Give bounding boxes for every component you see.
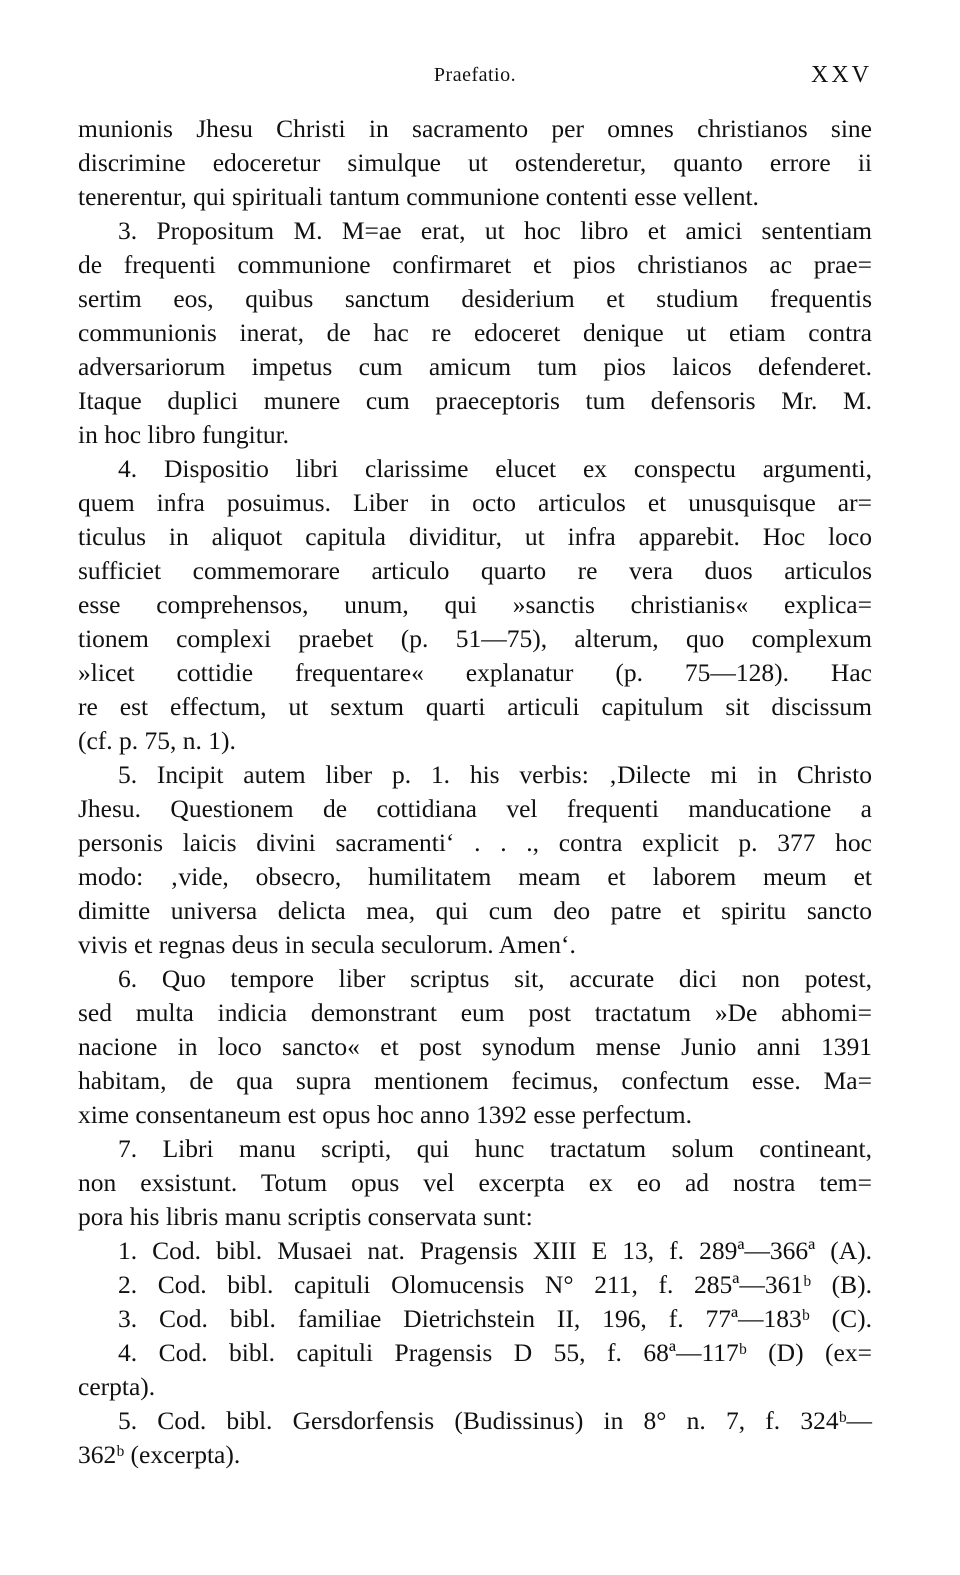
text-line: personis laicis divini sacramenti‘ . . ., contra explicit p. 377 hoc <box>78 828 872 857</box>
text-line: 7. Libri manu scripti, qui hunc tractatum solum contineant, <box>118 1134 872 1163</box>
text-line: communionis inerat, de hac re edoceret denique ut etiam contra <box>78 318 872 347</box>
text-line: dimitte universa delicta mea, qui cum deo patre et spiritu sancto <box>78 896 872 925</box>
text-line: 4. Cod. bibl. capituli Pragensis D 55, f. 68ª—117ᵇ (D) (ex= <box>118 1338 872 1367</box>
text-line: 5. Cod. bibl. Gersdorfensis (Budissinus) in 8° n. 7, f. 324ᵇ— <box>118 1406 872 1435</box>
text-line: Jhesu. Questionem de cottidiana vel frequenti manducatione a <box>78 794 872 823</box>
running-title: Praefatio. <box>433 64 517 86</box>
text-line: in hoc libro fungitur. <box>78 420 290 449</box>
page-number: XXV <box>811 62 872 88</box>
text-line: munionis Jhesu Christi in sacramento per omnes christianos sine <box>78 114 872 143</box>
text-line: 6. Quo tempore liber scriptus sit, accurate dici non potest, <box>118 964 872 993</box>
text-line: de frequenti communione confirmaret et pios christianos ac prae= <box>78 250 872 279</box>
text-line: 4. Dispositio libri clarissime elucet ex conspectu argumenti, <box>118 454 872 483</box>
text-line: sertim eos, quibus sanctum desiderium et studium frequentis <box>78 284 872 313</box>
text-line: 1. Cod. bibl. Musaei nat. Pragensis XIII E 13, f. 289ª—366ª (A). <box>118 1236 872 1265</box>
text-line: cerpta). <box>78 1372 156 1401</box>
text-line: 2. Cod. bibl. capituli Olomucensis N° 211, f. 285ª—361ᵇ (B). <box>118 1270 872 1299</box>
text-line: re est effectum, ut sextum quarti articuli capitulum sit discissum <box>78 692 872 721</box>
text-line: 3. Propositum M. M=ae erat, ut hoc libro et amici sententiam <box>118 216 872 245</box>
text-line: quem infra posuimus. Liber in octo articulos et unusquisque ar= <box>78 488 872 517</box>
text-line: Itaque duplici munere cum praeceptoris tum defensoris Mr. M. <box>78 386 872 415</box>
text-line: (cf. p. 75, n. 1). <box>78 726 236 755</box>
text-line: xime consentaneum est opus hoc anno 1392 esse perfectum. <box>78 1100 692 1129</box>
text-line: esse comprehensos, unum, qui »sanctis christianis« explica= <box>78 590 872 619</box>
text-line: ticulus in aliquot capitula dividitur, ut infra apparebit. Hoc loco <box>78 522 872 551</box>
text-line: vivis et regnas deus in secula seculorum. Amen‘. <box>78 930 576 959</box>
body-text <box>78 112 872 1472</box>
text-line: nacione in loco sancto« et post synodum mense Junio anni 1391 <box>78 1032 872 1061</box>
text-line: sed multa indicia demonstrant eum post tractatum »De abhomi= <box>78 998 872 1027</box>
text-line: tionem complexi praebet (p. 51—75), alterum, quo complexum <box>78 624 872 653</box>
text-line: adversariorum impetus cum amicum tum pios laicos defenderet. <box>78 352 872 381</box>
text-line: pora his libris manu scriptis conservata sunt: <box>78 1202 533 1231</box>
text-line: »licet cottidie frequentare« explanatur (p. 75—128). Hac <box>78 658 872 687</box>
text-line: tenerentur, qui spirituali tantum communione contenti esse vellent. <box>78 182 759 211</box>
text-line: discrimine edoceretur simulque ut ostenderetur, quanto errore ii <box>78 148 872 177</box>
document-page <box>78 58 872 1472</box>
text-line: non exsistunt. Totum opus vel excerpta ex eo ad nostra tem= <box>78 1168 872 1197</box>
text-line: modo: ‚vide, obsecro, humilitatem meam et laborem meum et <box>78 862 872 891</box>
page-header <box>78 58 872 98</box>
text-line: 3. Cod. bibl. familiae Dietrichstein II, 196, f. 77ª—183ᵇ (C). <box>118 1304 872 1333</box>
text-line: habitam, de qua supra mentionem fecimus, confectum esse. Ma= <box>78 1066 872 1095</box>
text-line: sufficiet commemorare articulo quarto re vera duos articulos <box>78 556 872 585</box>
text-line: 362ᵇ (excerpta). <box>78 1440 241 1469</box>
text-line: 5. Incipit autem liber p. 1. his verbis: ‚Dilecte mi in Christo <box>118 760 872 789</box>
